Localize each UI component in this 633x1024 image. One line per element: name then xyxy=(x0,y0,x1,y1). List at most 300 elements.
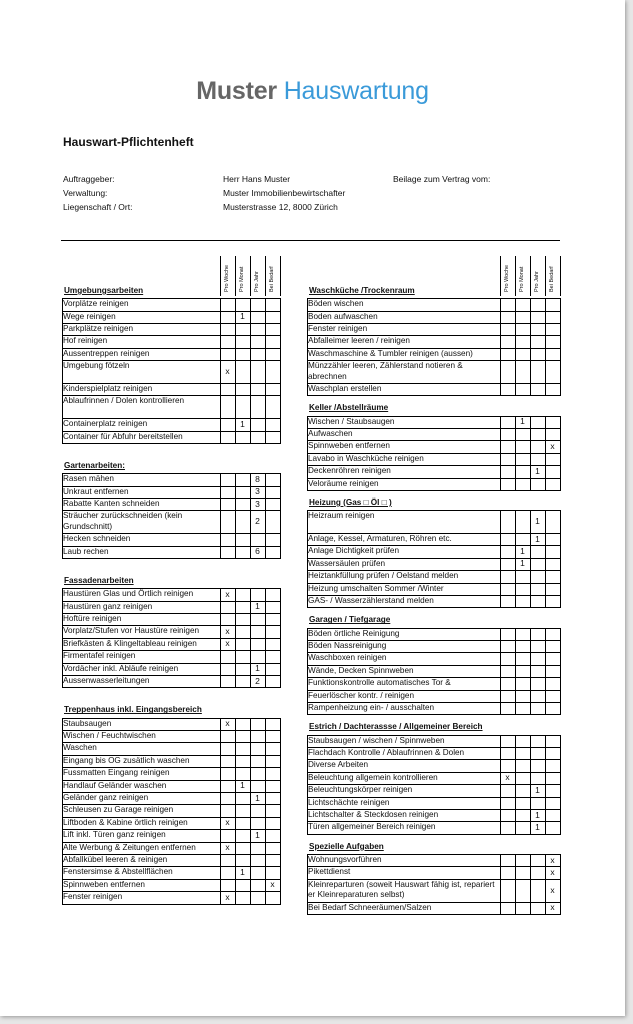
table-row xyxy=(62,891,280,903)
frequency-cell: 3 xyxy=(255,486,260,497)
table-line xyxy=(515,854,516,915)
task-label: Vorplätze reinigen xyxy=(63,299,129,309)
table-row xyxy=(62,675,280,687)
task-label: Eingang bis OG zusätlich waschen xyxy=(63,755,190,765)
table-line xyxy=(545,628,546,716)
table-line xyxy=(307,735,308,835)
frequency-cell: x xyxy=(550,441,555,452)
table-row xyxy=(307,665,560,677)
table-line xyxy=(515,510,516,608)
frequency-cell: 1 xyxy=(535,516,540,527)
table-line xyxy=(515,298,516,396)
section-title: Spezielle Aufgaben xyxy=(309,841,384,851)
frequency-cell: 1 xyxy=(255,601,260,612)
task-label: Feuerlöscher kontr. / reinigen xyxy=(308,690,415,700)
table-row xyxy=(62,431,280,443)
table-row xyxy=(62,348,280,360)
task-label: Rasen mähen xyxy=(63,474,114,484)
task-label: Waschboxen reinigen xyxy=(308,653,387,663)
table-line xyxy=(530,854,531,915)
table-line xyxy=(235,298,236,444)
table-row xyxy=(62,638,280,650)
table-line xyxy=(62,904,280,905)
task-label: Anlage Dichtigkeit prüfen xyxy=(308,546,400,556)
table-row xyxy=(62,755,280,767)
table-row xyxy=(307,360,560,383)
frequency-cell: 1 xyxy=(535,784,540,795)
frequency-cell: x xyxy=(225,588,230,599)
task-label: Hof reinigen xyxy=(63,336,108,346)
table-row xyxy=(62,335,280,347)
table-line xyxy=(265,588,266,688)
table-row xyxy=(62,817,280,829)
task-label: Waschen xyxy=(63,743,97,753)
column-divider xyxy=(500,256,501,296)
table-row xyxy=(307,747,560,759)
task-label: Containerplatz reinigen xyxy=(63,419,148,429)
task-label: Kleinreparturen (soweit Hauswart fähig ist, repariert er Kleinreparaturen selbst) xyxy=(308,879,495,900)
column-header: Bei Bedarf xyxy=(549,266,555,292)
task-label: Lichtschalter & Steckdosen reinigen xyxy=(308,810,439,819)
task-label: Rampenheizung ein- / ausschalten xyxy=(308,703,435,712)
table-line xyxy=(500,854,501,915)
task-label: Fenster reinigen xyxy=(308,324,368,333)
task-label: Böden Nassreinigung xyxy=(308,641,387,650)
table-line xyxy=(235,718,236,905)
frequency-cell: 8 xyxy=(255,473,260,484)
table-line xyxy=(530,628,531,716)
table-row xyxy=(307,348,560,360)
table-row xyxy=(62,395,280,418)
table-row xyxy=(307,311,560,323)
table-line xyxy=(62,298,63,444)
table-line xyxy=(307,854,308,915)
task-label: Heizraum reinigen xyxy=(308,511,375,521)
table-line xyxy=(220,718,221,905)
frequency-cell: x xyxy=(225,366,230,377)
table-row xyxy=(62,323,280,335)
column-divider xyxy=(545,256,546,296)
table-line xyxy=(62,473,63,559)
task-label: Anlage, Kessel, Armaturen, Röhren etc. xyxy=(308,534,452,543)
task-label: Fenster reinigen xyxy=(63,892,123,902)
page-title: Hauswart-Pflichtenheft xyxy=(63,135,194,149)
table-line xyxy=(307,628,308,716)
table-line xyxy=(530,298,531,396)
task-label: Vordächer inkl. Abläufe reinigen xyxy=(63,663,179,673)
frequency-cell: x xyxy=(225,891,230,902)
table-row xyxy=(307,416,560,428)
task-label: Türen allgemeiner Bereich reinigen xyxy=(308,822,436,832)
table-line xyxy=(500,416,501,491)
frequency-cell: 1 xyxy=(520,558,525,569)
task-label: Funktionskontrolle automatisches Tor & xyxy=(308,678,451,688)
frequency-cell: 1 xyxy=(535,809,540,820)
auftraggeber-label: Auftraggeber: xyxy=(63,174,115,184)
table-row xyxy=(307,335,560,347)
task-label: Heizung umschalten Sommer /Winter xyxy=(308,583,444,593)
liegenschaft-label: Liegenschaft / Ort: xyxy=(63,202,133,212)
column-header: Pro Jahr xyxy=(254,271,260,292)
brand-name-part1: Muster xyxy=(196,77,277,105)
table-row xyxy=(62,588,280,600)
task-label: Lift inkl. Türen ganz reinigen xyxy=(63,830,166,840)
task-label: Spinnweben entfernen xyxy=(63,879,145,889)
table-row xyxy=(62,613,280,625)
task-label: Fenstersimse & Abstellflächen xyxy=(63,867,173,877)
task-label: GAS- / Wasserzählerstand melden xyxy=(308,596,434,605)
table-row xyxy=(307,879,560,902)
task-label: Wischen / Feuchtwischen xyxy=(63,731,156,740)
column-divider xyxy=(515,256,516,296)
frequency-cell: x xyxy=(225,638,230,649)
table-line xyxy=(220,298,221,444)
table-line xyxy=(545,298,546,396)
task-label: Wege reinigen xyxy=(63,311,116,321)
table-line xyxy=(307,490,560,491)
table-row xyxy=(307,677,560,689)
table-row xyxy=(62,486,280,498)
column-header: Pro Woche xyxy=(504,264,510,292)
task-label: Container für Abfuhr bereitstellen xyxy=(63,431,183,441)
frequency-cell: 2 xyxy=(255,516,260,527)
task-label: Flachdach Kontrolle / Ablaufrinnen & Dolen xyxy=(308,748,465,757)
table-row xyxy=(62,730,280,742)
table-line xyxy=(307,714,560,715)
frequency-cell: x xyxy=(225,626,230,637)
task-label: Böden örtliche Reinigung xyxy=(308,628,400,638)
table-row xyxy=(62,780,280,792)
task-label: Sträucher zurückschneiden (kein Grundschnitt) xyxy=(63,511,183,531)
table-line xyxy=(250,473,251,559)
table-row xyxy=(307,558,560,570)
table-line xyxy=(307,416,308,491)
frequency-cell: 3 xyxy=(255,498,260,509)
task-label: Haustüren ganz reinigen xyxy=(63,601,153,611)
column-divider xyxy=(560,256,561,296)
frequency-cell: x xyxy=(550,884,555,895)
table-line xyxy=(62,558,280,559)
table-row xyxy=(62,418,280,430)
table-line xyxy=(307,834,560,835)
table-row xyxy=(307,428,560,440)
table-row xyxy=(307,652,560,664)
frequency-cell: x xyxy=(270,879,275,890)
table-row xyxy=(307,583,560,595)
frequency-cell: 2 xyxy=(255,675,260,686)
table-row xyxy=(307,866,560,878)
task-label: Haustüren Glas und Örtlich reinigen xyxy=(63,589,194,599)
table-row xyxy=(307,690,560,702)
task-label: Ablaufrinnen / Dolen kontrollieren xyxy=(63,396,185,406)
table-line xyxy=(500,628,501,716)
frequency-cell: 1 xyxy=(240,418,245,429)
table-row xyxy=(62,311,280,323)
table-row xyxy=(307,735,560,747)
task-label: Staubsaugen xyxy=(63,718,112,728)
section-title: Waschküche /Trockenraum xyxy=(309,286,415,295)
table-line xyxy=(280,298,281,444)
beilage-label: Beilage zum Vertrag vom: xyxy=(393,174,491,184)
task-label: Aufwaschen xyxy=(308,429,353,438)
table-line xyxy=(307,298,308,396)
liegenschaft-value: Musterstrasse 12, 8000 Zürich xyxy=(223,202,338,212)
table-row xyxy=(62,601,280,613)
task-label: Unkraut entfernen xyxy=(63,486,129,496)
task-label: Staubsaugen / wischen / Spinnweben xyxy=(308,735,445,745)
column-divider xyxy=(250,256,251,296)
frequency-cell: x xyxy=(550,854,555,865)
table-line xyxy=(500,735,501,835)
table-row xyxy=(62,718,280,730)
table-row xyxy=(307,759,560,771)
task-label: Abfalleimer leeren / reinigen xyxy=(308,336,410,346)
table-line xyxy=(530,510,531,608)
task-label: Schleusen zu Garage reinigen xyxy=(63,805,174,815)
task-label: Beleuchtung allgemein kontrollieren xyxy=(308,772,438,782)
section-title: Umgebungsarbeiten xyxy=(64,286,144,295)
table-line xyxy=(560,298,561,396)
table-row xyxy=(307,545,560,557)
table-line xyxy=(250,588,251,688)
table-row xyxy=(62,842,280,854)
table-line xyxy=(280,718,281,905)
table-row xyxy=(307,510,560,533)
section-title: Garagen / Tiefgarage xyxy=(309,615,391,625)
task-label: Wände, Decken Spinnweben xyxy=(308,665,414,675)
table-line xyxy=(560,854,561,915)
table-line xyxy=(265,473,266,559)
frequency-cell: x xyxy=(550,867,555,878)
table-line xyxy=(560,416,561,491)
table-line xyxy=(560,628,561,716)
task-label: Waschmaschine & Tumbler reinigen (aussen) xyxy=(308,348,473,358)
task-label: Handlauf Geländer waschen xyxy=(63,780,167,790)
table-line xyxy=(500,298,501,396)
column-divider xyxy=(220,256,221,296)
auftraggeber-value: Herr Hans Muster xyxy=(223,174,291,184)
task-label: Münzzähler leeren, Zählerstand notieren & abrechnen xyxy=(308,361,463,381)
task-label: Liftboden & Kabine örtlich reinigen xyxy=(63,817,188,827)
task-label: Pikettdienst xyxy=(308,867,351,877)
table-line xyxy=(62,718,63,905)
brand-logo xyxy=(0,77,625,106)
table-row xyxy=(307,298,560,310)
task-label: Hecken schneiden xyxy=(63,534,131,544)
section-title: Heizung (Gas □ Öl □ ) xyxy=(309,498,392,507)
frequency-cell: 1 xyxy=(520,416,525,427)
table-row xyxy=(307,595,560,607)
table-row xyxy=(307,440,560,452)
table-row xyxy=(62,879,280,891)
task-label: Bei Bedarf Schneeräumen/Salzen xyxy=(308,902,432,912)
column-divider xyxy=(265,256,266,296)
task-label: Böden wischen xyxy=(308,299,364,309)
table-row xyxy=(307,797,560,809)
task-label: Fussmatten Eingang reinigen xyxy=(63,768,170,778)
column-header: Pro Monat xyxy=(239,266,245,292)
section-title: Estrich / Dachterassse / Allgemeiner Bereich xyxy=(309,722,483,732)
table-row xyxy=(62,498,280,510)
frequency-cell: 1 xyxy=(520,546,525,557)
frequency-cell: x xyxy=(225,842,230,853)
task-label: Rabatte Kanten schneiden xyxy=(63,499,160,508)
column-header: Bei Bedarf xyxy=(269,266,275,292)
frequency-cell: x xyxy=(225,718,230,729)
table-line xyxy=(280,473,281,559)
task-label: Beleuchtungskörper reinigen xyxy=(308,785,413,795)
section-title: Keller /Abstellräume xyxy=(309,403,389,413)
table-row xyxy=(307,628,560,640)
task-label: Laub rechen xyxy=(63,546,109,556)
frequency-cell: 1 xyxy=(255,663,260,674)
table-line xyxy=(545,735,546,835)
table-line xyxy=(530,416,531,491)
table-line xyxy=(307,607,560,608)
frequency-cell: 1 xyxy=(240,867,245,878)
table-row xyxy=(307,809,560,821)
task-label: Wohnungsvorführen xyxy=(308,855,382,864)
section-title: Fassadenarbeiten xyxy=(64,576,134,585)
task-label: Hoftüre reinigen xyxy=(63,614,122,623)
table-row xyxy=(307,323,560,335)
table-line xyxy=(530,735,531,835)
task-label: Boden aufwaschen xyxy=(308,311,378,321)
verwaltung-label: Verwaltung: xyxy=(63,188,108,198)
column-divider xyxy=(280,256,281,296)
table-row xyxy=(307,821,560,833)
table-row xyxy=(307,570,560,582)
table-row xyxy=(307,784,560,796)
task-label: Briefkästen & Klingeltableau reinigen xyxy=(63,638,197,648)
task-label: Aussentreppen reinigen xyxy=(63,348,150,358)
table-line xyxy=(515,416,516,491)
table-row xyxy=(62,473,280,485)
frequency-cell: 1 xyxy=(240,311,245,322)
task-label: Firmentafel reinigen xyxy=(63,651,136,661)
table-line xyxy=(250,298,251,444)
table-row xyxy=(307,533,560,545)
frequency-cell: 1 xyxy=(255,792,260,803)
table-row xyxy=(307,902,560,914)
table-row xyxy=(307,854,560,866)
table-row xyxy=(62,546,280,558)
task-label: Wischen / Staubsaugen xyxy=(308,416,395,426)
table-line xyxy=(307,395,560,396)
table-line xyxy=(250,718,251,905)
column-divider xyxy=(235,256,236,296)
table-row xyxy=(62,804,280,816)
frequency-cell: 1 xyxy=(535,465,540,476)
task-label: Spinnweben entfernen xyxy=(308,441,390,451)
table-row xyxy=(62,792,280,804)
table-line xyxy=(560,510,561,608)
task-label: Veloräume reinigen xyxy=(308,478,379,488)
divider xyxy=(61,240,560,241)
table-row xyxy=(62,854,280,866)
table-line xyxy=(62,443,280,444)
table-row xyxy=(307,465,560,477)
section-title: Treppenhaus inkl. Eingangsbereich xyxy=(64,705,202,715)
table-row xyxy=(62,625,280,637)
table-line xyxy=(545,416,546,491)
task-label: Alte Werbung & Zeitungen entfernen xyxy=(63,842,196,852)
task-label: Heiztankfüllung prüfen / Oelstand melden xyxy=(308,571,459,581)
column-divider xyxy=(530,256,531,296)
table-row xyxy=(62,767,280,779)
table-line xyxy=(545,510,546,608)
table-row xyxy=(62,866,280,878)
task-label: Abfallkübel leeren & reinigen xyxy=(63,855,168,864)
table-row xyxy=(307,383,560,395)
frequency-cell: x xyxy=(225,817,230,828)
table-line xyxy=(515,735,516,835)
table-line xyxy=(235,588,236,688)
table-line xyxy=(560,735,561,835)
table-line xyxy=(235,473,236,559)
table-line xyxy=(220,473,221,559)
frequency-cell: 6 xyxy=(255,546,260,557)
task-label: Deckenröhren reinigen xyxy=(308,466,391,476)
table-line xyxy=(515,628,516,716)
table-row xyxy=(307,453,560,465)
table-row xyxy=(307,478,560,490)
task-label: Lavabo in Waschküche reinigen xyxy=(308,453,424,463)
task-label: Parkplätze reinigen xyxy=(63,324,134,333)
frequency-cell: 1 xyxy=(535,533,540,544)
table-line xyxy=(220,588,221,688)
table-row xyxy=(307,702,560,714)
task-label: Vorplatz/Stufen vor Haustüre reinigen xyxy=(63,626,200,636)
table-line xyxy=(307,914,560,915)
table-line xyxy=(265,718,266,905)
table-line xyxy=(265,298,266,444)
table-row xyxy=(62,298,280,310)
task-label: Umgebung fötzeln xyxy=(63,361,130,371)
section-title: Gartenarbeiten: xyxy=(64,461,125,470)
table-row xyxy=(62,383,280,395)
verwaltung-value: Muster Immobilienbewirtschafter xyxy=(223,188,346,198)
table-row xyxy=(62,829,280,841)
task-label: Wassersäulen prüfen xyxy=(308,558,386,568)
column-header: Pro Woche xyxy=(224,264,230,292)
task-label: Aussenwasserleitungen xyxy=(63,676,150,685)
table-row xyxy=(62,533,280,545)
task-label: Diverse Arbeiten xyxy=(308,760,369,770)
task-label: Waschplan erstellen xyxy=(308,384,382,393)
frequency-cell: 1 xyxy=(255,829,260,840)
table-line xyxy=(62,687,280,688)
table-line xyxy=(545,854,546,915)
table-row xyxy=(62,742,280,754)
table-row xyxy=(62,360,280,383)
frequency-cell: x xyxy=(550,902,555,913)
frequency-cell: x xyxy=(505,772,510,783)
frequency-cell: 1 xyxy=(535,822,540,833)
table-row xyxy=(307,772,560,784)
task-label: Geländer ganz reinigen xyxy=(63,793,149,802)
column-header: Pro Jahr xyxy=(534,271,540,292)
frequency-cell: 1 xyxy=(240,780,245,791)
column-header: Pro Monat xyxy=(519,266,525,292)
brand-name-part2: Hauswartung xyxy=(283,77,429,105)
table-line xyxy=(280,588,281,688)
table-row xyxy=(62,650,280,662)
table-row xyxy=(62,663,280,675)
table-line xyxy=(500,510,501,608)
task-label: Kinderspielplatz reinigen xyxy=(63,384,153,393)
table-row xyxy=(62,510,280,533)
